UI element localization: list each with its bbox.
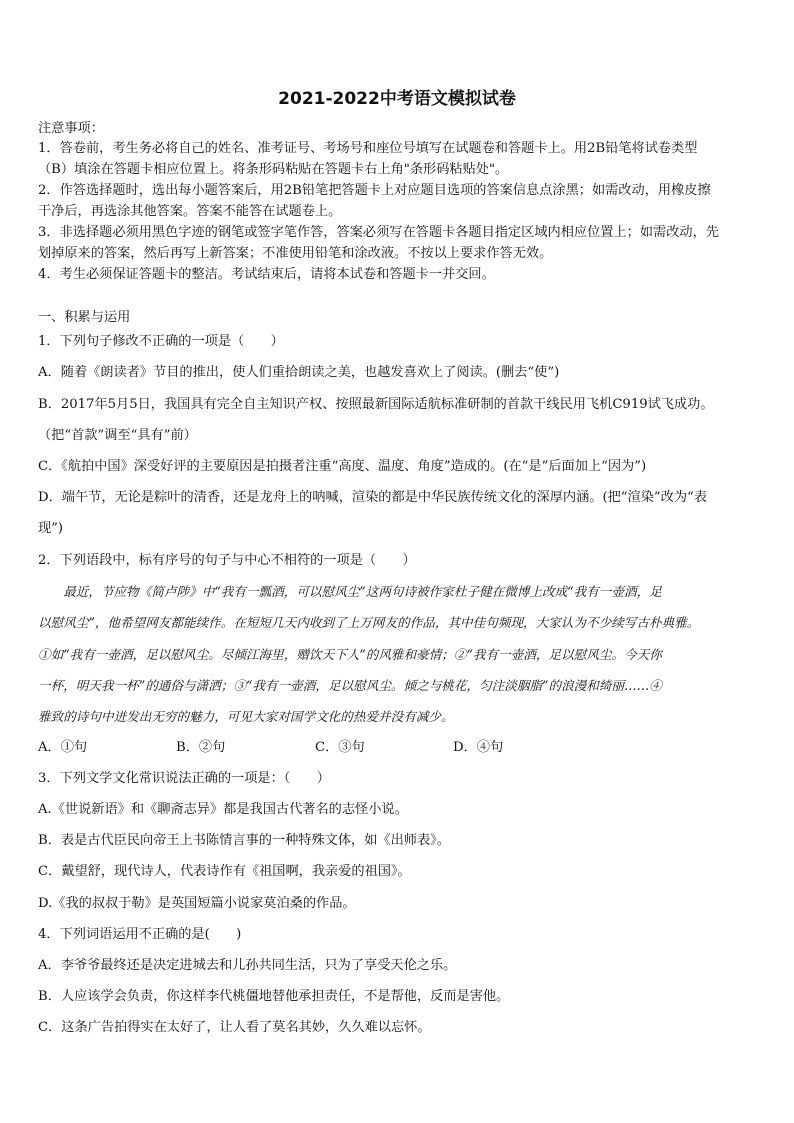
- answer-option-c: C．③句: [315, 740, 365, 755]
- question-line: B．表是古代臣民向帝王上书陈情言事的一种特殊文体，如《出师表》。: [38, 833, 450, 848]
- passage-line: 最近，节应物《简卢陟》中“我有一瓢酒，可以慰风尘”这两句诗被作家杜子健在微博上改成“我有一壶酒，足: [38, 584, 662, 599]
- question-stem: 3．下列文学文化常识说法正确的一项是：（ ）: [38, 771, 330, 786]
- question-line: 现”): [38, 521, 64, 536]
- question-stem: 2．下列语段中，标有序号的句子与中心不相符的一项是（ ）: [38, 553, 416, 568]
- question-line: A.《世说新语》和《聊斋志异》都是我国古代著名的志怪小说。: [38, 802, 408, 817]
- question-line: C．这条广告拍得实在太好了，让人看了莫名其妙，久久难以忘怀。: [38, 1020, 431, 1035]
- notice-line: 3．非选择题必须用黑色字迹的钢笔或签字笔作答，答案必须写在答题卡各题目指定区域内相应位置上；如需改动，先: [38, 225, 719, 240]
- notice-line: 4．考生必须保证答题卡的整洁。考试结束后，请将本试卷和答题卡一并交回。: [38, 267, 495, 282]
- question-line: D．端午节，无论是粽叶的清香，还是龙舟上的呐喊，渲染的都是中华民族传统文化的深厚内涵。(把“渲染”改为“表: [38, 490, 707, 505]
- section-heading: 一、积累与运用: [38, 310, 131, 325]
- question-line: D.《我的叔叔于勒》是英国短篇小说家莫泊桑的作品。: [38, 896, 356, 911]
- question-line: B．人应该学会负责，你这样李代桃僵地替他承担责任，不是帮他，反而是害他。: [38, 989, 510, 1004]
- passage-line: 一杯，明天我一杯”的通俗与潇洒；③“我有一壶酒，足以慰风尘。倾之与桃花，匀注淡胭脂”的浪漫和绮丽……④: [38, 678, 662, 693]
- passage-line: ①如“我有一壶酒，足以慰风尘。尽倾江海里，赠饮天下人”的风雅和豪情；②“我有一壶酒，足以慰风尘。今天你: [38, 647, 662, 662]
- notice-line: 干净后，再选涂其他答案。答案不能答在试题卷上。: [38, 204, 342, 219]
- question-line: C．《航拍中国》深受好评的主要原因是拍摄者注重“高度、温度、角度”造成的。(在“是”后面加上“因为”): [38, 459, 647, 474]
- notice-line: 2．作答选择题时，选出每小题答案后，用2B铅笔把答题卡上对应题目选项的答案信息点涂黑；如需改动，用橡皮擦: [38, 183, 711, 198]
- question-line: （把“首款”调至“具有”前）: [38, 428, 197, 443]
- question-stem: 1．下列句子修改不正确的一项是（ ）: [38, 334, 284, 349]
- question-line: C．戴望舒，现代诗人，代表诗作有《祖国啊，我亲爱的祖国》。: [38, 864, 411, 879]
- question-line: B．2017年5月5日，我国具有完全自主知识产权、按照最新国际适航标准研制的首款干线民用飞机C919试飞成功。: [38, 397, 714, 412]
- answer-option-d: D．④句: [453, 740, 504, 755]
- question-line: A．李爷爷最终还是决定进城去和儿孙共同生活，只为了享受天伦之乐。: [38, 958, 457, 973]
- passage-line: 以慰风尘”，他希望网友都能续作。在短短几天内收到了上万网友的作品，其中佳句频现，大家认为不少续写古朴典雅。: [38, 615, 700, 630]
- question-line: A．随着《朗读者》节目的推出，使人们重拾朗读之美，也越发喜欢上了阅读。(删去“使”): [38, 365, 560, 380]
- page-title: 2021-2022中考语文模拟试卷: [278, 89, 516, 109]
- answer-option-a: A．①句: [38, 740, 88, 755]
- passage-line: 雅致的诗句中迸发出无穷的魅力，可见大家对国学文化的热爱并没有减少。: [38, 709, 454, 724]
- question-stem: 4．下列词语运用不正确的是( ): [38, 927, 242, 942]
- notice-heading: 注意事项：: [38, 121, 104, 136]
- notice-line: （B）填涂在答题卡相应位置上。将条形码粘贴在答题卡右上角"条形码粘贴处"。: [38, 162, 509, 177]
- answer-option-b: B．②句: [176, 740, 226, 755]
- notice-line: 1．答卷前，考生务必将自己的姓名、准考证号、考场号和座位号填写在试题卷和答题卡上。用2B铅笔将试卷类型: [38, 141, 698, 156]
- notice-line: 划掉原来的答案，然后再写上新答案；不准使用铅笔和涂改液。不按以上要求作答无效。: [38, 246, 553, 261]
